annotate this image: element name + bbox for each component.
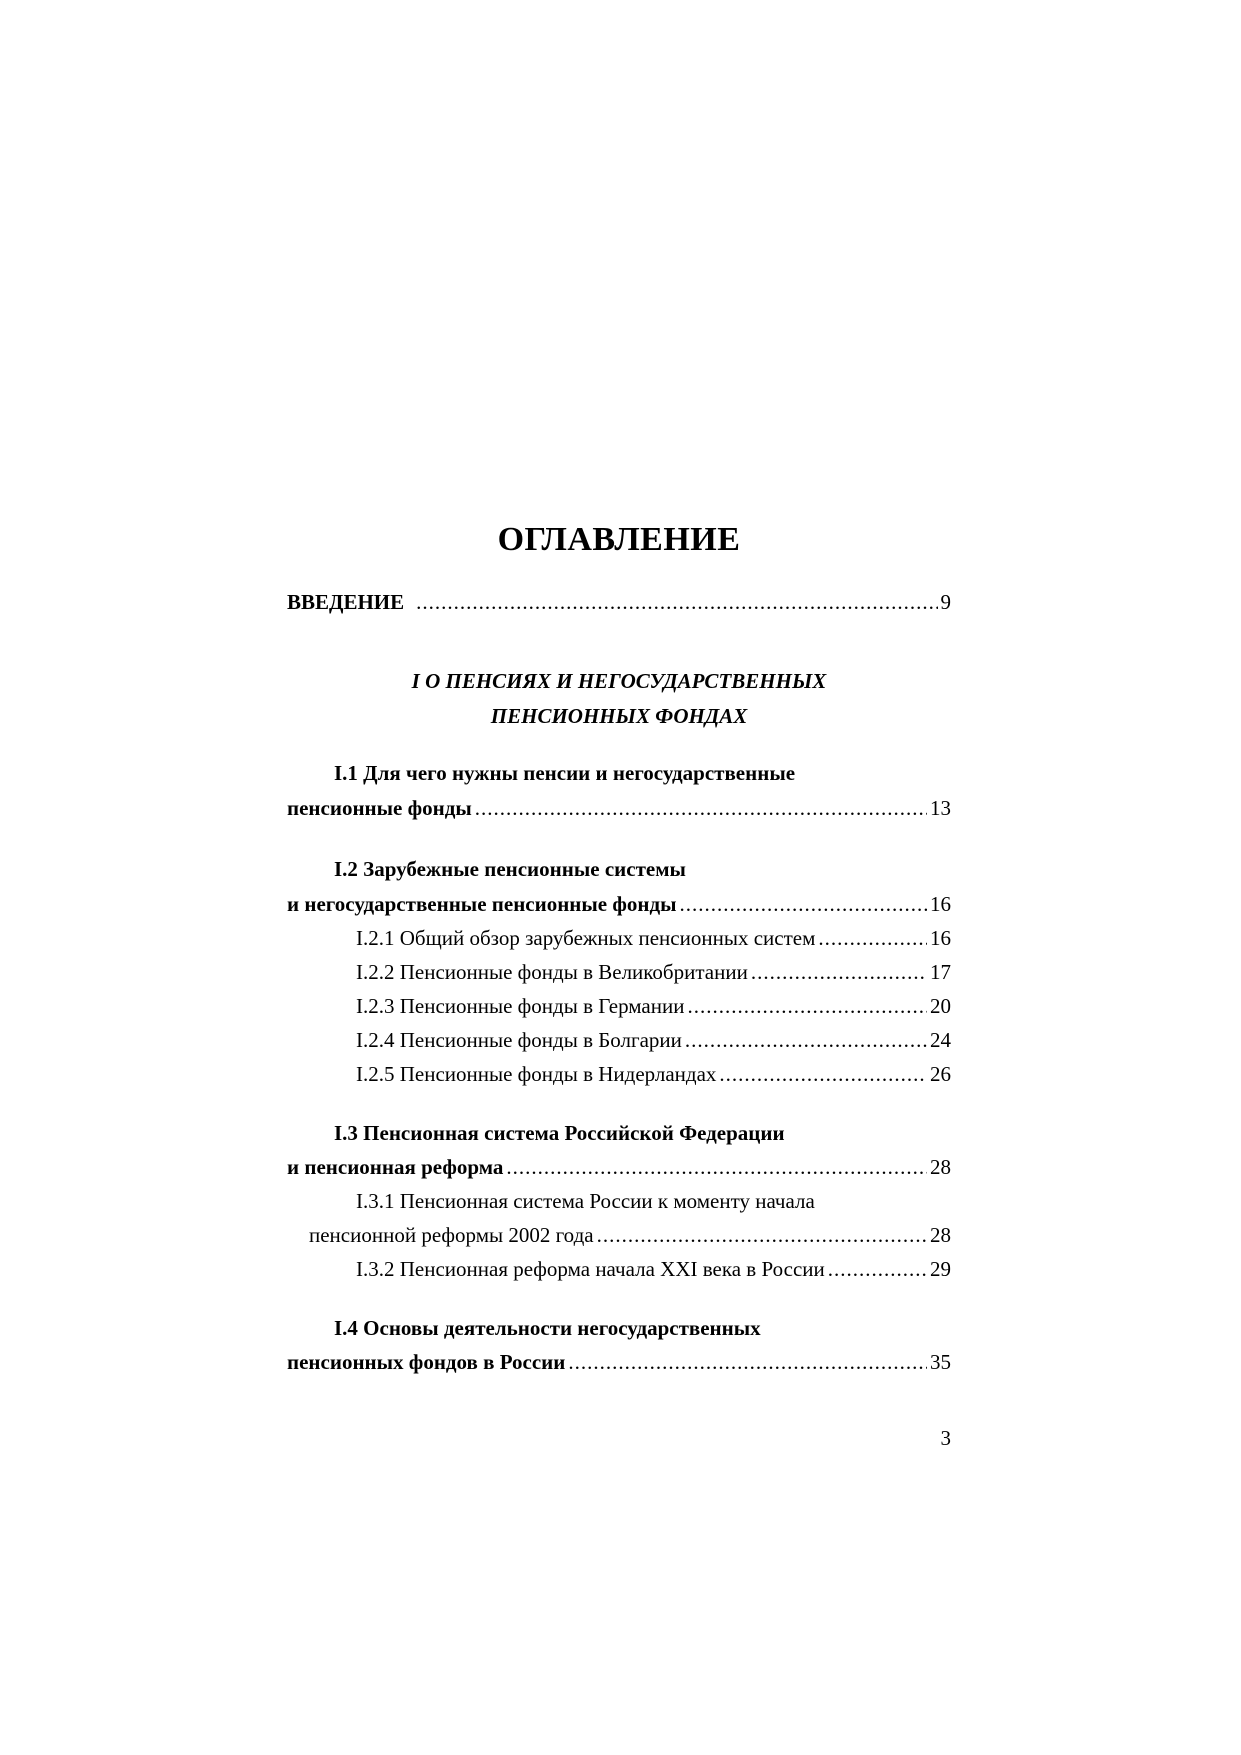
toc-entry-label: I.2.5 Пенсионные фонды в Нидерландах xyxy=(356,1062,717,1086)
page-title: ОГЛАВЛЕНИЕ xyxy=(497,521,741,558)
toc-page-number: 28 xyxy=(930,1223,951,1247)
dot-leader xyxy=(597,1220,927,1250)
toc-entry-s3[interactable] xyxy=(287,1152,951,1182)
part-heading-line: ПЕНСИОННЫХ ФОНДАХ xyxy=(490,704,748,728)
toc-page-number: 20 xyxy=(930,994,951,1018)
dot-leader xyxy=(416,587,937,617)
toc-subentry[interactable] xyxy=(356,1059,951,1089)
toc-page-number: 17 xyxy=(930,960,951,984)
toc-subentry[interactable] xyxy=(356,923,951,953)
dot-leader xyxy=(751,957,927,987)
toc-entry-label: I.2.2 Пенсионные фонды в Великобритании xyxy=(356,960,748,984)
toc-section-title: I.4 Основы деятельности негосударственных xyxy=(334,1316,761,1340)
toc-entry-label: I.2.1 Общий обзор зарубежных пенсионных систем xyxy=(356,926,816,950)
toc-entry-s2[interactable] xyxy=(287,889,951,919)
dot-leader xyxy=(680,889,927,919)
toc-subentry[interactable] xyxy=(309,1220,951,1250)
dot-leader xyxy=(506,1152,927,1182)
toc-entry-s1[interactable] xyxy=(287,793,951,823)
toc-entry-label: ВВЕДЕНИЕ xyxy=(287,590,405,614)
dot-leader xyxy=(685,1025,927,1055)
toc-page-number: 16 xyxy=(930,926,951,950)
toc-page-number: 35 xyxy=(930,1350,951,1374)
toc-page-number: 13 xyxy=(930,796,951,820)
toc-section-title: I.3 Пенсионная система Российской Федерации xyxy=(334,1121,785,1145)
toc-entry-label: пенсионные фонды xyxy=(287,796,472,820)
toc-section-title: I.2 Зарубежные пенсионные системы xyxy=(334,857,686,881)
toc-page-number: 24 xyxy=(930,1028,951,1052)
toc-entry-intro[interactable] xyxy=(287,587,951,617)
dot-leader xyxy=(818,923,927,953)
toc-page-number: 9 xyxy=(940,590,951,614)
toc-entry-label: и пенсионная реформа xyxy=(287,1155,504,1179)
dot-leader xyxy=(719,1059,927,1089)
dot-leader xyxy=(687,991,927,1021)
toc-entry-label: пенсионных фондов в России xyxy=(287,1350,566,1374)
toc-page-number: 26 xyxy=(930,1062,951,1086)
toc-page-number: 29 xyxy=(930,1257,951,1281)
toc-entry-label: I.2.3 Пенсионные фонды в Германии xyxy=(356,994,685,1018)
toc-entry-s4[interactable] xyxy=(287,1347,951,1377)
toc-subentry[interactable] xyxy=(356,1254,951,1284)
dot-leader xyxy=(475,793,927,823)
part-heading-line: I О ПЕНСИЯХ И НЕГОСУДАРСТВЕННЫХ xyxy=(411,669,827,693)
toc-entry-label: I.3.2 Пенсионная реформа начала XXI века в России xyxy=(356,1257,825,1281)
toc-section-title: I.1 Для чего нужны пенсии и негосударственные xyxy=(334,761,796,785)
dot-leader xyxy=(568,1347,927,1377)
dot-leader xyxy=(828,1254,927,1284)
toc-subentry-title: I.3.1 Пенсионная система России к моменту начала xyxy=(356,1189,815,1213)
toc-subentry[interactable] xyxy=(356,991,951,1021)
toc-entry-label: и негосударственные пенсионные фонды xyxy=(287,892,677,916)
toc-page-number: 16 xyxy=(930,892,951,916)
toc-entry-label: пенсионной реформы 2002 года xyxy=(309,1223,594,1247)
toc-entry-label: I.2.4 Пенсионные фонды в Болгарии xyxy=(356,1028,682,1052)
toc-subentry[interactable] xyxy=(356,1025,951,1055)
toc-subentry[interactable] xyxy=(356,957,951,987)
page-number: 3 xyxy=(940,1426,951,1450)
toc-page-number: 28 xyxy=(930,1155,951,1179)
